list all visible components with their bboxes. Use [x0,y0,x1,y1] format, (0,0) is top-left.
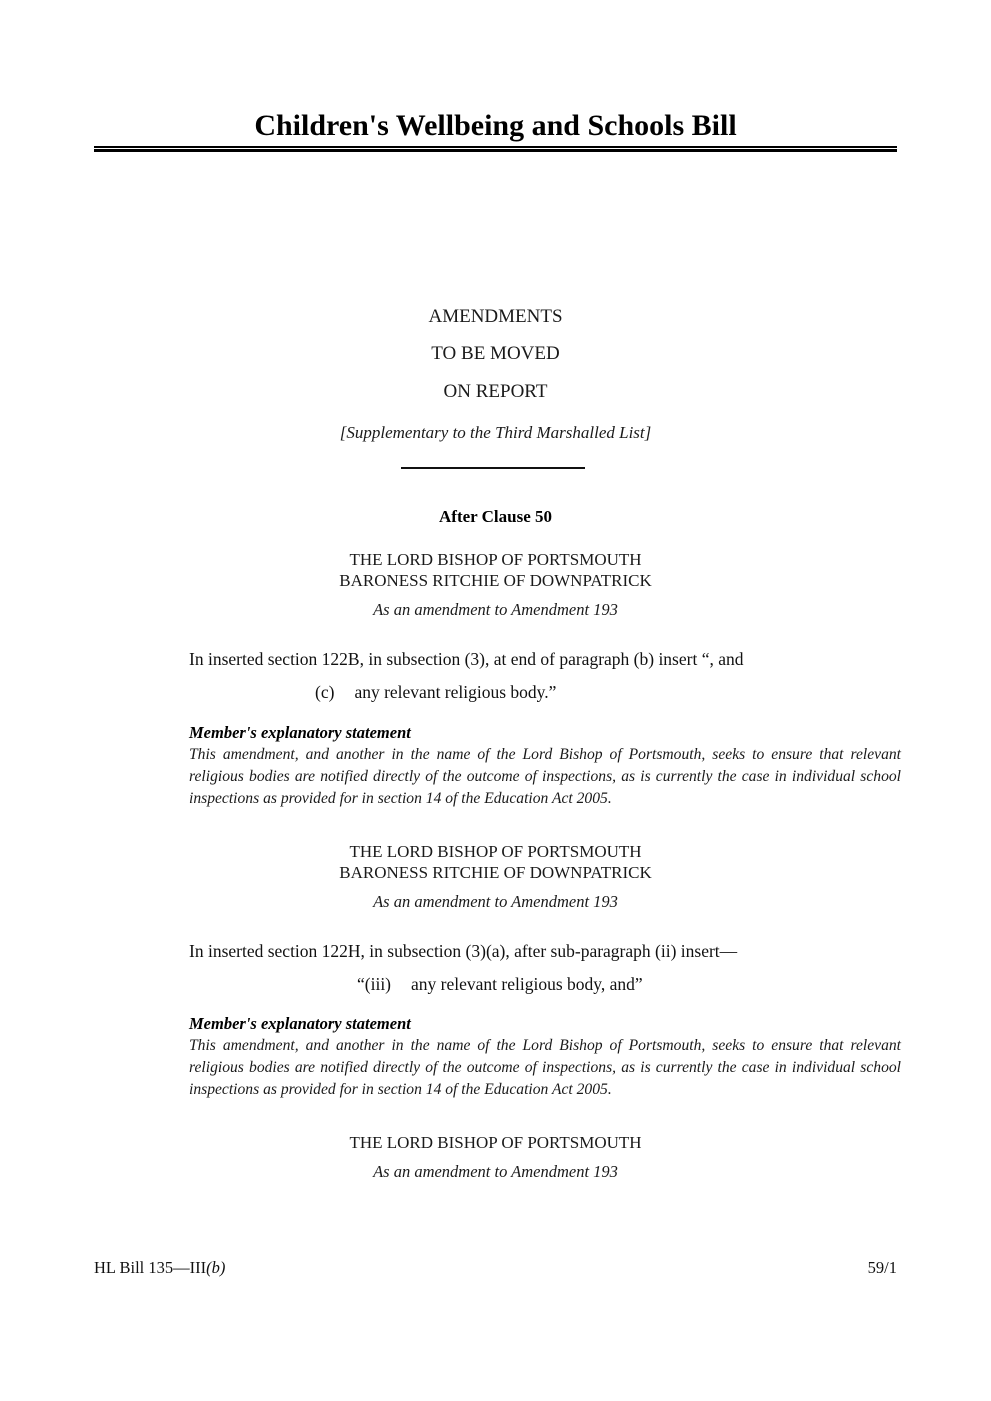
amendment-3-amendment-to: As an amendment to Amendment 193 [373,1162,618,1181]
bill-reference-suffix: (b) [206,1258,226,1277]
section-divider [401,467,585,469]
amendment-2-inserted-number: “(iii) [357,974,392,994]
title-rule-thin [94,146,897,148]
amendment-3-sponsor-1: THE LORD BISHOP OF PORTSMOUTH [349,1133,642,1152]
bill-reference [94,1257,225,1279]
clause-heading: After Clause 50 [439,507,552,526]
amendment-2-sponsor-1: THE LORD BISHOP OF PORTSMOUTH [349,842,642,861]
page-reference: 59/1 [867,1258,897,1277]
explanatory-statement-body: This amendment, and another in the name of the Lord Bishop of Portsmouth, seeks to ensure that relevant religious bodies are notified directly of the outcome of inspections, as is currently the case in individual school inspections as provided for in section 14 of the Education Act 2005. [189,1037,901,1098]
explanatory-statement-title: Member's explanatory statement [189,1014,411,1033]
amendment-1-explanatory-statement [189,722,901,810]
supplementary-note: [Supplementary to the Third Marshalled List] [339,423,652,442]
heading-on-report: ON REPORT [443,381,548,402]
amendment-2-instruction: In inserted section 122H, in subsection (3)(a), after sub-paragraph (ii) insert— [189,941,738,961]
amendment-1-inserted-body: any relevant religious body.” [354,682,557,702]
explanatory-statement-title: Member's explanatory statement [189,723,411,742]
explanatory-statement-body: This amendment, and another in the name of the Lord Bishop of Portsmouth, seeks to ensure that relevant religious bodies are notified directly of the outcome of inspections, as is currently the case in individual school inspections as provided for in section 14 of the Education Act 2005. [189,746,901,807]
amendment-2-inserted-body: any relevant religious body, and” [411,974,643,994]
amendment-1-instruction: In inserted section 122B, in subsection (3), at end of paragraph (b) insert “, and [189,649,744,669]
amendment-1-amendment-to: As an amendment to Amendment 193 [373,600,618,619]
amendment-1-sponsor-2: BARONESS RITCHIE OF DOWNPATRICK [339,571,652,590]
amendment-1-inserted-number: (c) [315,682,335,702]
amendment-2-inserted-text [357,973,643,995]
amendment-1-inserted-text [315,681,556,703]
bill-title: Children's Wellbeing and Schools Bill [254,109,737,142]
heading-to-be-moved: TO BE MOVED [431,343,560,364]
amendment-1-sponsor-1: THE LORD BISHOP OF PORTSMOUTH [349,550,642,569]
amendment-2-sponsor-2: BARONESS RITCHIE OF DOWNPATRICK [339,863,652,882]
amendment-2-explanatory-statement [189,1013,901,1101]
heading-amendments: AMENDMENTS [428,306,563,327]
bill-reference-prefix: HL Bill 135—III [94,1258,207,1277]
amendment-2-amendment-to: As an amendment to Amendment 193 [373,892,618,911]
title-rule-thick [94,149,897,152]
